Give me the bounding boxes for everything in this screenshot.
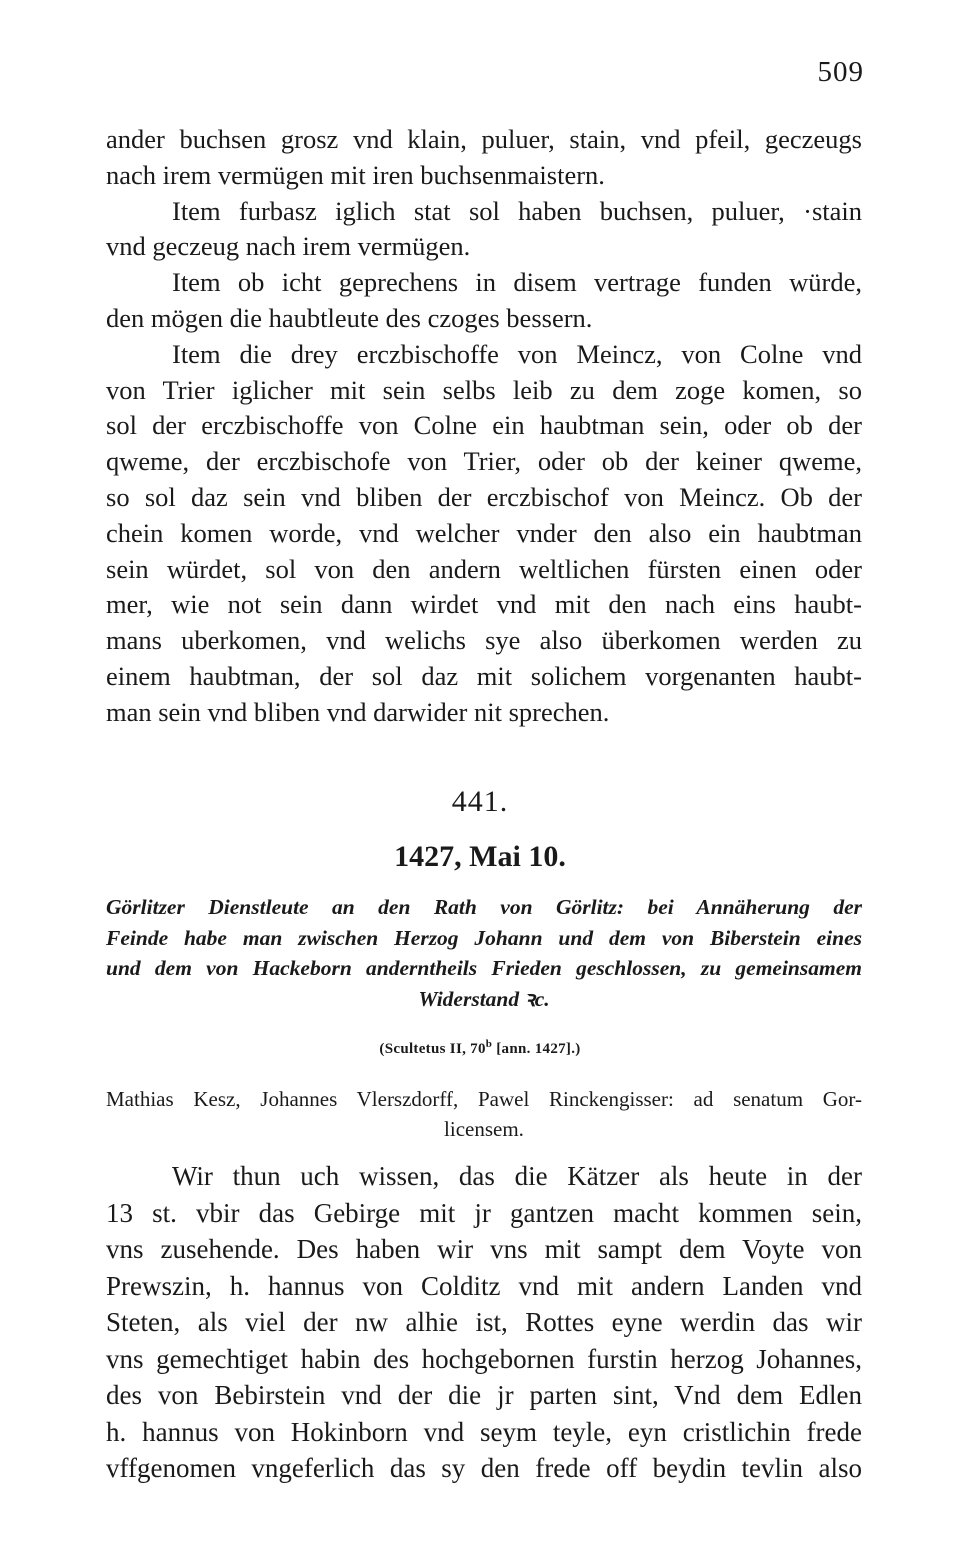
text-line: von Trier iglicher mit sein selbs leib zu dem zoge komen, so (106, 374, 862, 405)
summary-line: Görlitzer Dienstleute an den Rath von Görlitz: bei Annäherung der (106, 895, 862, 919)
text-line: Item die drey erczbischoffe von Meincz, von Colne vnd (172, 338, 862, 369)
address-line: Mathias Kesz, Johannes Vlerszdorff, Pawel Rinckengisser: ad senatum Gor- (106, 1087, 862, 1111)
text-line: sol der erczbischoffe von Colne ein haubtman sein, oder ob der (106, 410, 862, 441)
text-line: so sol daz sein vnd bliben der erczbischof von Meincz. Ob der (106, 481, 862, 512)
source-citation (0, 1038, 960, 1058)
continuation-text (106, 122, 862, 731)
summary-line: und dem von Hackeborn anderntheils Frieden geschlossen, zu gemeinsamem (106, 956, 862, 980)
text-line: sein würdet, sol von den andern weltlichen fürsten einen oder (106, 553, 862, 584)
letter-line: vns gemechtiget habin des hochgebornen furstin herzog Johannes, (106, 1343, 862, 1374)
letter-line: vns zusehende. Des haben wir vns mit sampt dem Voyte von (106, 1234, 862, 1264)
letter-text (106, 1158, 862, 1487)
text-line: mer, wie not sein dann wirdet vnd mit den nach eins haubt- (106, 589, 862, 620)
letter-line: h. hannus von Hokinborn vnd seym teyle, eyn cristlichin frede (106, 1416, 862, 1447)
letter-line: Wir thun uch wissen, das die Kätzer als heute in der (172, 1161, 862, 1191)
text-line: nach irem vermügen mit iren buchsenmaistern. (106, 159, 605, 190)
letter-line: Prewszin, h. hannus von Colditz vnd mit andern Landen vnd (106, 1270, 862, 1301)
text-line: mans uberkomen, vnd welichs sye also überkomen werden zu (106, 625, 862, 656)
source-main: (Scultetus II, 70 (379, 1041, 486, 1057)
source-end: [ann. 1427].) (492, 1041, 581, 1057)
letter-address (106, 1084, 862, 1144)
address-line: licensem. (444, 1117, 524, 1141)
letter-line: des von Bebirstein vnd der die jr parten sint, Vnd dem Edlen (106, 1380, 862, 1410)
text-line: Item furbasz iglich stat sol haben buchsen, puluer, ·stain (172, 195, 862, 226)
text-line: qweme, der erczbischofe von Trier, oder ob der keiner qweme, (106, 446, 862, 477)
text-line: einem haubtman, der sol daz mit solichem vorgenanten haubt- (106, 660, 862, 691)
source-superscript: b (485, 1038, 493, 1050)
document-number: 441. (451, 785, 509, 818)
letter-line: Steten, als viel der nw alhie ist, Rottes eyne werdin das wir (106, 1307, 862, 1337)
text-line: chein komen worde, vnd welcher vnder den also ein haubtman (106, 517, 862, 548)
letter-line: 13 st. vbir das Gebirge mit jr gantzen macht kommen sein, (106, 1197, 862, 1228)
document-date: 1427, Mai 10. (394, 840, 566, 873)
text-line: vnd geczeug nach irem vermügen. (106, 231, 471, 262)
page-number: 509 (817, 56, 864, 88)
text-line: ander buchsen grosz vnd klain, puluer, stain, vnd pfeil, geczeugs (106, 124, 862, 154)
summary-line: Feinde habe man zwischen Herzog Johann und dem von Biberstein eines (106, 925, 862, 950)
summary-line: Widerstand ꝛc. (418, 986, 550, 1011)
text-line: man sein vnd bliben vnd darwider nit sprechen. (106, 696, 610, 727)
document-summary (106, 892, 862, 1014)
text-line: Item ob icht geprechens in disem vertrage funden würde, (172, 267, 862, 298)
letter-line: vffgenomen vngeferlich das sy den frede off beydin tevlin also (106, 1453, 862, 1483)
text-line: den mögen die haubtleute des czoges bessern. (106, 302, 593, 333)
